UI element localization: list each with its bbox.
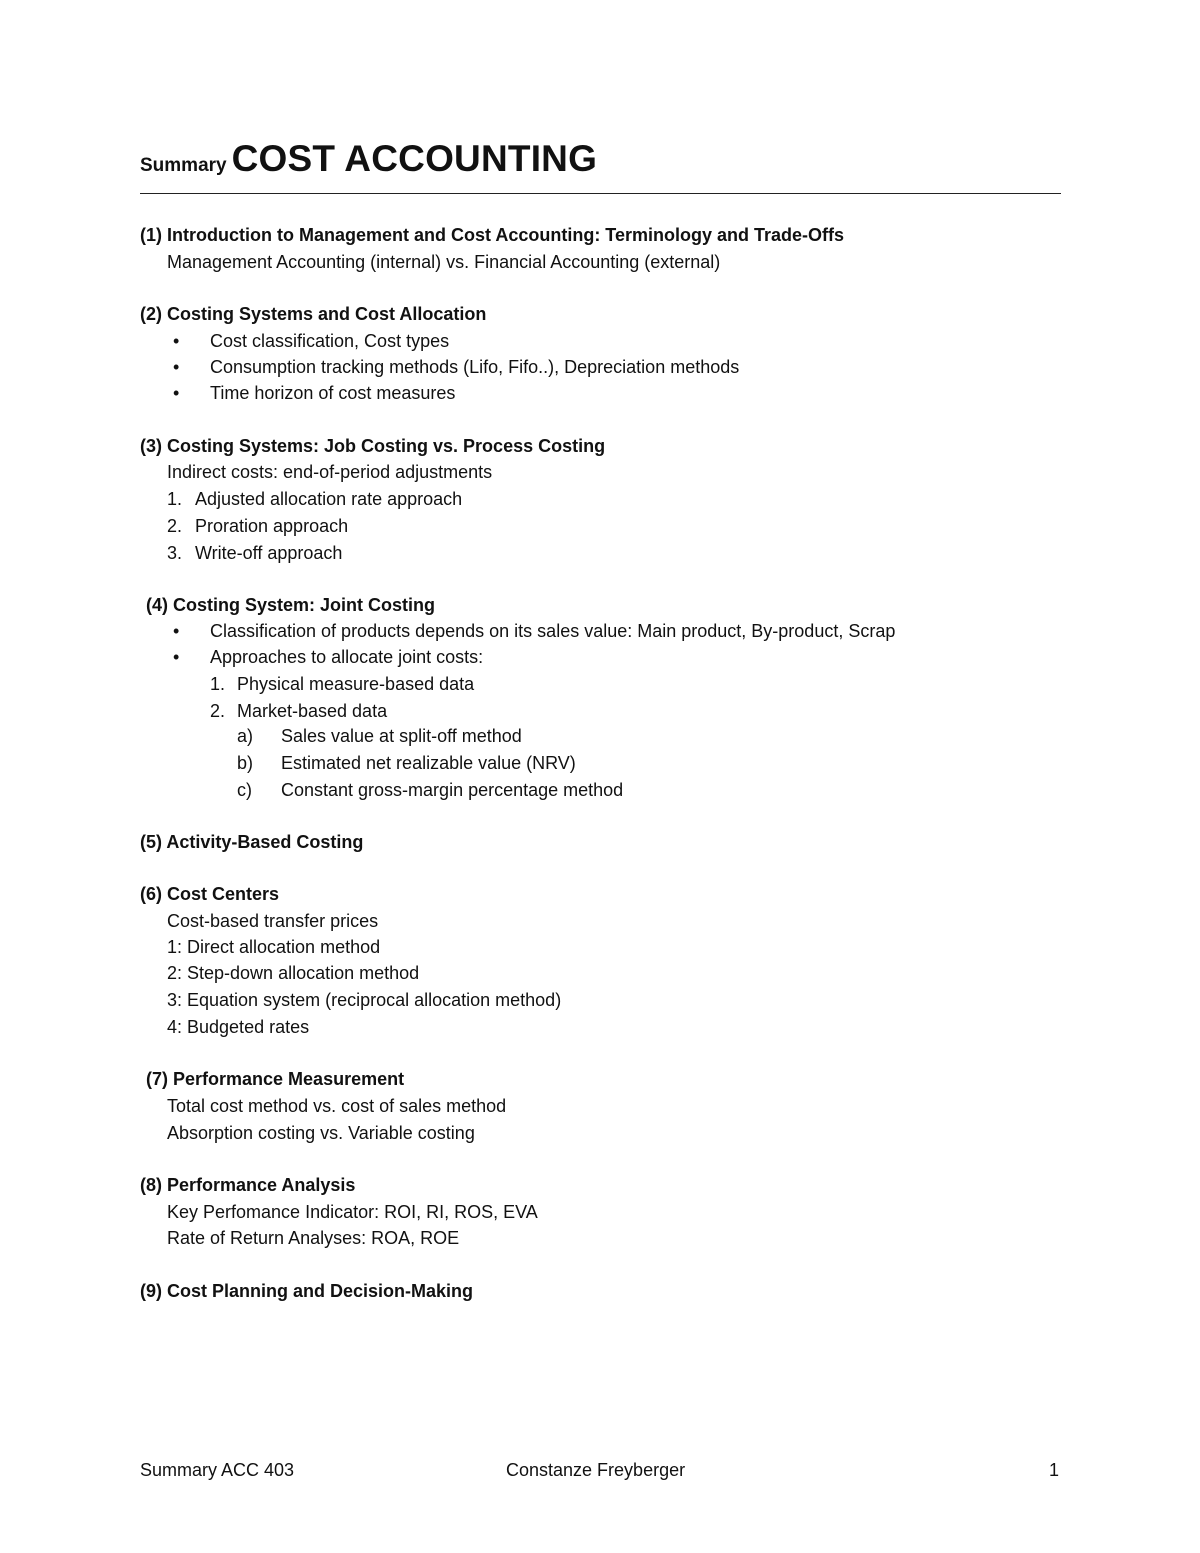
section-6-line: 3: Equation system (reciprocal allocation method) xyxy=(167,990,562,1010)
list-item: • Approaches to allocate joint costs: xyxy=(173,647,484,667)
page-title xyxy=(140,138,1061,180)
section-7-line: Absorption costing vs. Variable costing xyxy=(167,1123,475,1143)
bullet-icon: • xyxy=(173,331,180,351)
list-item: • Consumption tracking methods (Lifo, Fifo..), Depreciation methods xyxy=(173,357,740,377)
section-3-text: Indirect costs: end-of-period adjustments xyxy=(167,462,493,482)
list-item: • Time horizon of cost measures xyxy=(173,383,456,403)
list-item: a) Sales value at split-off method xyxy=(237,726,522,746)
footer-left: Summary ACC 403 xyxy=(140,1460,295,1480)
bullet-icon: • xyxy=(173,647,180,667)
bullet-icon: • xyxy=(173,621,180,641)
title-prefix: Summary xyxy=(140,155,227,176)
section-8-line: Key Perfomance Indicator: ROI, RI, ROS, EVA xyxy=(167,1202,538,1222)
page-number: 1 xyxy=(1049,1460,1060,1480)
section-5-heading: (5) Activity-Based Costing xyxy=(140,832,364,852)
list-item: 1. Adjusted allocation rate approach xyxy=(167,489,463,509)
section-9-heading: (9) Cost Planning and Decision-Making xyxy=(140,1281,474,1301)
section-4-heading: (4) Costing System: Joint Costing xyxy=(146,595,436,615)
section-7-line: Total cost method vs. cost of sales method xyxy=(167,1096,507,1116)
list-item: b) Estimated net realizable value (NRV) xyxy=(237,753,576,773)
section-1-text: Management Accounting (internal) vs. Financial Accounting (external) xyxy=(167,252,721,272)
section-2-heading: (2) Costing Systems and Cost Allocation xyxy=(140,304,487,324)
list-item: 2. Market-based data xyxy=(210,701,388,721)
section-6-line: Cost-based transfer prices xyxy=(167,911,379,931)
section-6-line: 1: Direct allocation method xyxy=(167,937,381,957)
title-main: COST ACCOUNTING xyxy=(231,138,598,179)
title-divider xyxy=(140,193,1061,194)
bullet-icon: • xyxy=(173,357,180,377)
list-item: • Classification of products depends on its sales value: Main product, By-product, Scrap xyxy=(173,621,896,641)
section-8-line: Rate of Return Analyses: ROA, ROE xyxy=(167,1228,460,1248)
list-item: 2. Proration approach xyxy=(167,516,349,536)
section-7-heading: (7) Performance Measurement xyxy=(146,1069,405,1089)
section-3-heading: (3) Costing Systems: Job Costing vs. Process Costing xyxy=(140,436,606,456)
section-6-line: 4: Budgeted rates xyxy=(167,1017,310,1037)
list-item: • Cost classification, Cost types xyxy=(173,331,450,351)
list-item: c) Constant gross-margin percentage method xyxy=(237,780,624,800)
section-6-heading: (6) Cost Centers xyxy=(140,884,280,904)
bullet-icon: • xyxy=(173,383,180,403)
footer-author: Constanze Freyberger xyxy=(506,1460,686,1480)
list-item: 1. Physical measure-based data xyxy=(210,674,475,694)
section-8-heading: (8) Performance Analysis xyxy=(140,1175,356,1195)
section-1-heading: (1) Introduction to Management and Cost Accounting: Terminology and Trade-Offs xyxy=(140,225,845,245)
list-item: 3. Write-off approach xyxy=(167,543,343,563)
section-6-line: 2: Step-down allocation method xyxy=(167,963,420,983)
